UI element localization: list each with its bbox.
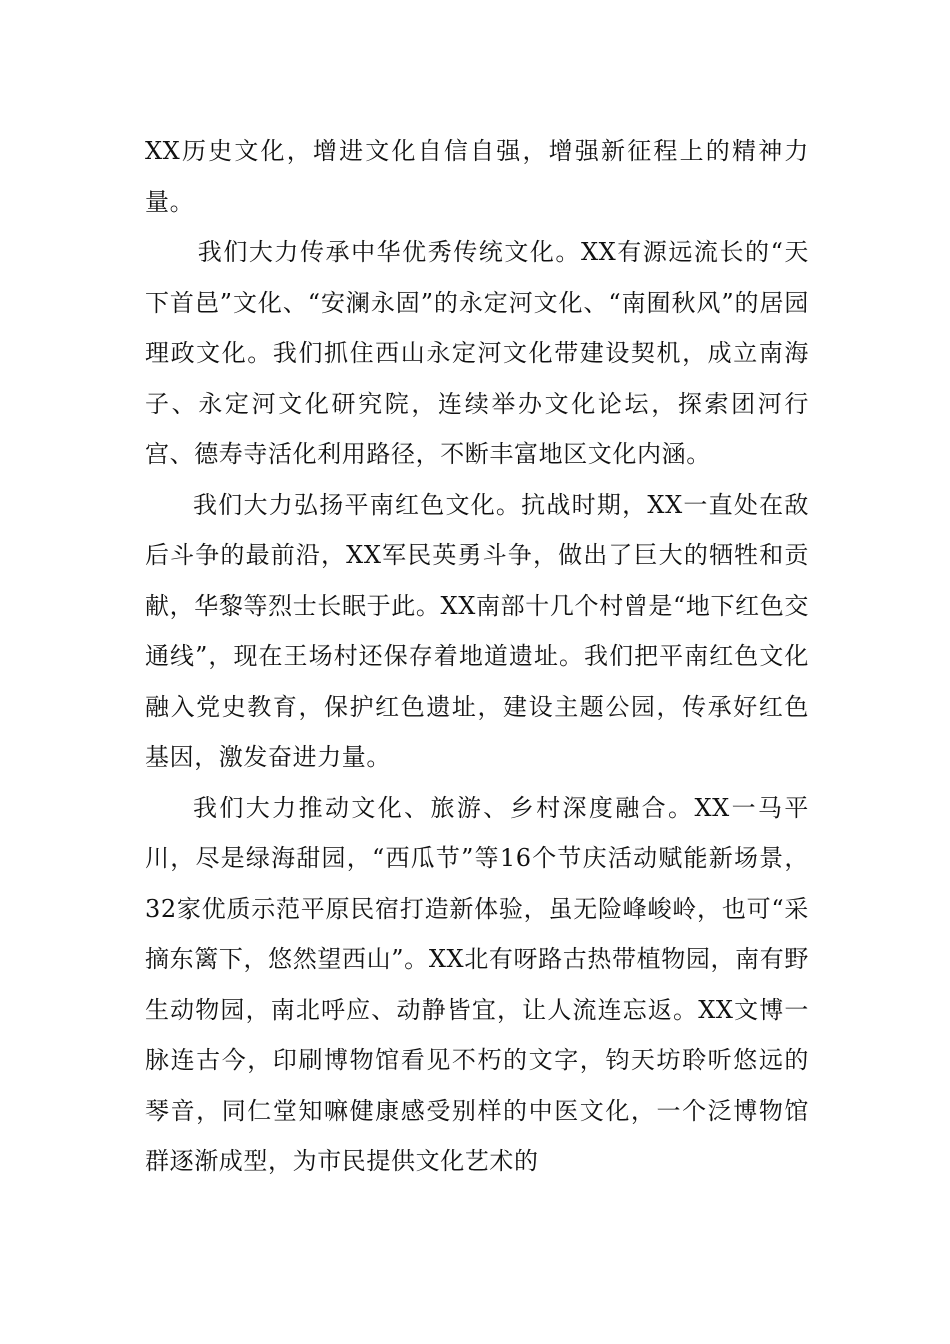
paragraph-culture-tourism: 我们大力推动文化、旅游、乡村深度融合。XX一马平川，尽是绿海甜园，“西瓜节”等16个节庆活动赋能新场景，32家优质示范平原民宿打造新体验，虽无险峰峻岭，也可“采摘东篱下，悠然望西山”。XX北有呀路古热带植物园，南有野生动物园，南北呼应、动静皆宜，让人流连忘返。XX文博一脉连古今，印刷博物馆看见不朽的文字，钧天坊聆听悠远的琴音，同仁堂知嘛健康感受别样的中医文化，一个泛博物馆群逐渐成型，为市民提供文化艺术的 bbox=[145, 793, 809, 1175]
paragraph-red-culture: 我们大力弘扬平南红色文化。抗战时期，XX一直处在敌后斗争的最前沿，XX军民英勇斗争，做出了巨大的牺牲和贡献，华黎等烈士长眠于此。XX南部十几个村曾是“地下红色交通线”，现在王场村还保存着地道遗址。我们把平南红色文化融入党史教育，保护红色遗址，建设主题公园，传承好红色基因，激发奋进力量。 bbox=[145, 490, 809, 771]
paragraph-continuation: XX历史文化，增进文化自信自强，增强新征程上的精神力量。 bbox=[145, 137, 809, 216]
paragraph-traditional-culture: 我们大力传承中华优秀传统文化。XX有源远流长的“天下首邑”文化、“安澜永固”的永定河文化、“南囿秋风”的居园理政文化。我们抓住西山永定河文化带建设契机，成立南海子、永定河文化研究院，连续举办文化论坛，探索团河行宫、德寿寺活化利用路径，不断丰富地区文化内涵。 bbox=[145, 238, 809, 468]
document-body bbox=[145, 126, 809, 1187]
